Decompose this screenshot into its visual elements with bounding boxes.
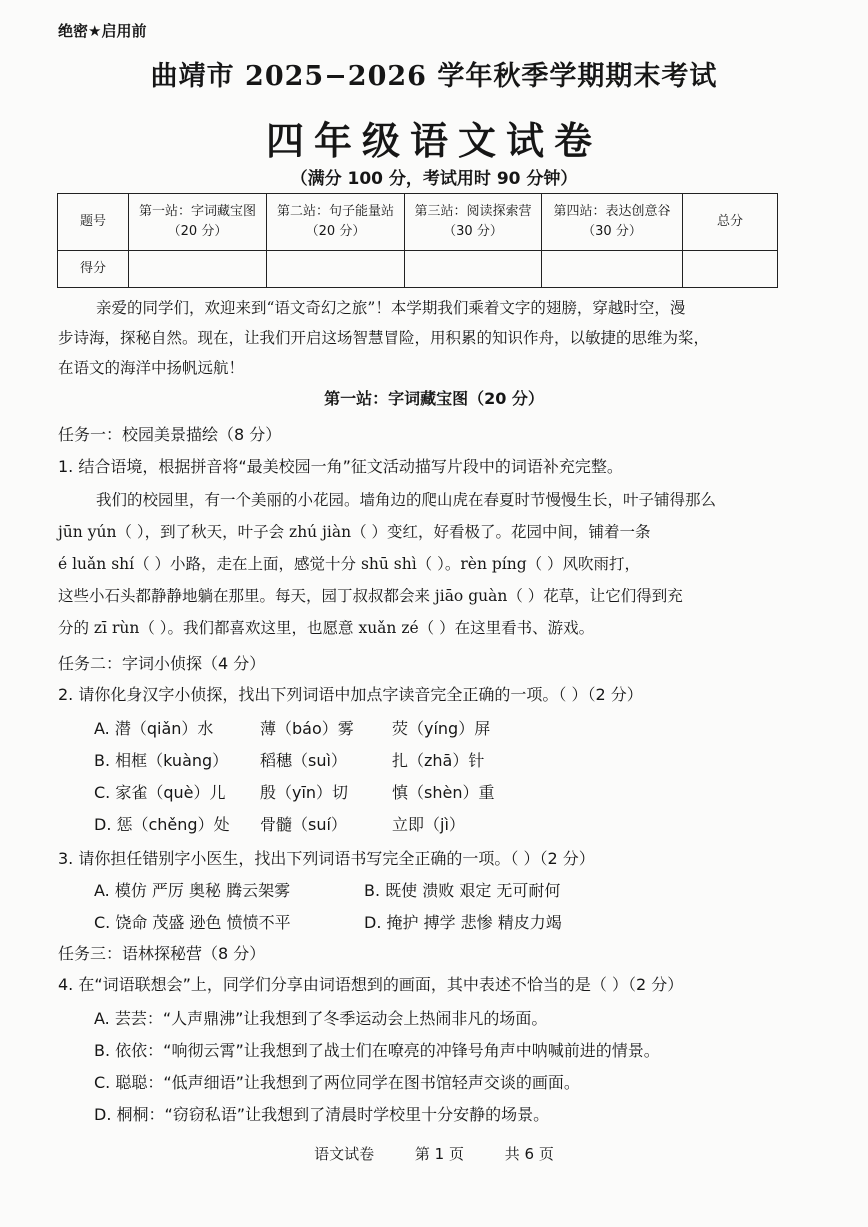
question-stem: 3. 请你担任错别字小医生，找出下列词语书写完全正确的一项。（ ）（2 分） [58,849,595,868]
option-c-2: 殷（yīn）切 [260,783,349,802]
option-d-2: 骨髓（suí） [260,815,347,834]
option-a-1: A. 潜（qiǎn）水 [94,719,214,738]
score-input-cell[interactable] [267,251,405,288]
confidential-label: 绝密★启用前 [58,22,147,40]
score-row-label: 得分 [58,251,129,288]
option-b: B. 既使 溃败 艰定 无可耐何 [364,881,561,900]
option-c-3: 慎（shèn）重 [392,783,495,802]
paper-title: 四年级语文试卷 [265,118,602,163]
passage-line: é luǎn shí（ ）小路，走在上面，感觉十分 shū shì（ ）。rèn píng（ ）风吹雨打， [58,555,641,573]
option-c: C. 聪聪：“低声细语”让我想到了两位同学在图书馆轻声交谈的画面。 [94,1073,580,1092]
option-a-3: 荧（yíng）屏 [392,719,491,738]
question-stem: 1. 结合语境，根据拼音将“最美校园一角”征文活动描写片段中的词语补充完整。 [58,457,623,476]
option-a: A. 芸芸：“人声鼎沸”让我想到了冬季运动会上热闹非凡的场面。 [94,1009,548,1028]
score-input-cell[interactable] [542,251,683,288]
exam-info: （满分 100 分，考试用时 90 分钟） [290,169,578,189]
option-b: B. 依依：“响彻云霄”让我想到了战士们在嘹亮的冲锋号角声中呐喊前进的情景。 [94,1041,660,1060]
exam-title: 曲靖市 2025−2026 学年秋季学期期末考试 [150,61,718,92]
passage-line: 这些小石头都静静地躺在那里。每天，园丁叔叔都会来 jiāo guàn（ ）花草，让它们得到充 [58,587,683,605]
option-d-1: D. 惩（chěng）处 [94,815,230,834]
score-header-cell: 第二站：句子能量站 （20 分） [267,194,405,251]
option-c: C. 饶命 茂盛 逊色 愤愤不平 [94,913,291,932]
score-input-cell[interactable] [405,251,542,288]
section-title: 第一站：字词藏宝图（20 分） [324,389,544,408]
option-b-2: 稻穗（suì） [260,751,347,770]
intro-line: 亲爱的同学们，欢迎来到“语文奇幻之旅”！本学期我们乘着文字的翅膀，穿越时空，漫 [96,299,686,317]
intro-line: 步诗海，探秘自然。现在，让我们开启这场智慧冒险，用积累的知识作舟，以敏捷的思维为桨， [58,329,710,347]
score-header-cell: 第四站：表达创意谷 （30 分） [542,194,683,251]
option-a-2: 薄（báo）雾 [260,719,354,738]
option-d: D. 桐桐：“窃窃私语”让我想到了清晨时学校里十分安静的场景。 [94,1105,550,1124]
passage-line: 分的 zī rùn（ ）。我们都喜欢这里，也愿意 xuǎn zé（ ）在这里看书、游戏。 [58,619,595,637]
score-input-cell[interactable] [129,251,267,288]
footer-page-number: 第 1 页 [414,1145,464,1163]
score-header-cell: 总分 [683,194,778,251]
passage-line: jūn yún（ ），到了秋天，叶子会 zhú jiàn（ ）变红，好看极了。花园中间，铺着一条 [58,523,651,541]
score-header-cell: 第三站：阅读探索营 （30 分） [405,194,542,251]
footer-subject: 语文试卷 [314,1145,375,1163]
question-stem: 4. 在“词语联想会”上，同学们分享由词语想到的画面，其中表述不恰当的是（ ）（2 分） [58,975,684,994]
option-a: A. 模仿 严厉 奥秘 腾云架雾 [94,881,291,900]
task-heading: 任务二：字词小侦探（4 分） [58,654,266,673]
option-b-3: 扎（zhā）针 [392,751,485,770]
option-b-1: B. 相框（kuàng） [94,751,229,770]
option-d: D. 掩护 搏学 悲惨 精皮力竭 [364,913,562,932]
score-header-cell: 题号 [58,194,129,251]
score-table [57,193,778,288]
intro-line: 在语文的海洋中扬帆远航！ [58,359,245,377]
passage-line: 我们的校园里，有一个美丽的小花园。墙角边的爬山虎在春夏时节慢慢生长，叶子铺得那么 [96,491,717,509]
page-footer [0,1143,868,1164]
task-heading: 任务三：语林探秘营（8 分） [58,944,266,963]
option-d-3: 立即（jì） [392,815,465,834]
score-header-cell: 第一站：字词藏宝图 （20 分） [129,194,267,251]
option-c-1: C. 家雀（què）儿 [94,783,226,802]
footer-total-pages: 共 6 页 [504,1145,554,1163]
task-heading: 任务一：校园美景描绘（8 分） [58,425,282,444]
question-stem: 2. 请你化身汉字小侦探，找出下列词语中加点字读音完全正确的一项。（ ）（2 分） [58,685,643,704]
score-input-cell[interactable] [683,251,778,288]
